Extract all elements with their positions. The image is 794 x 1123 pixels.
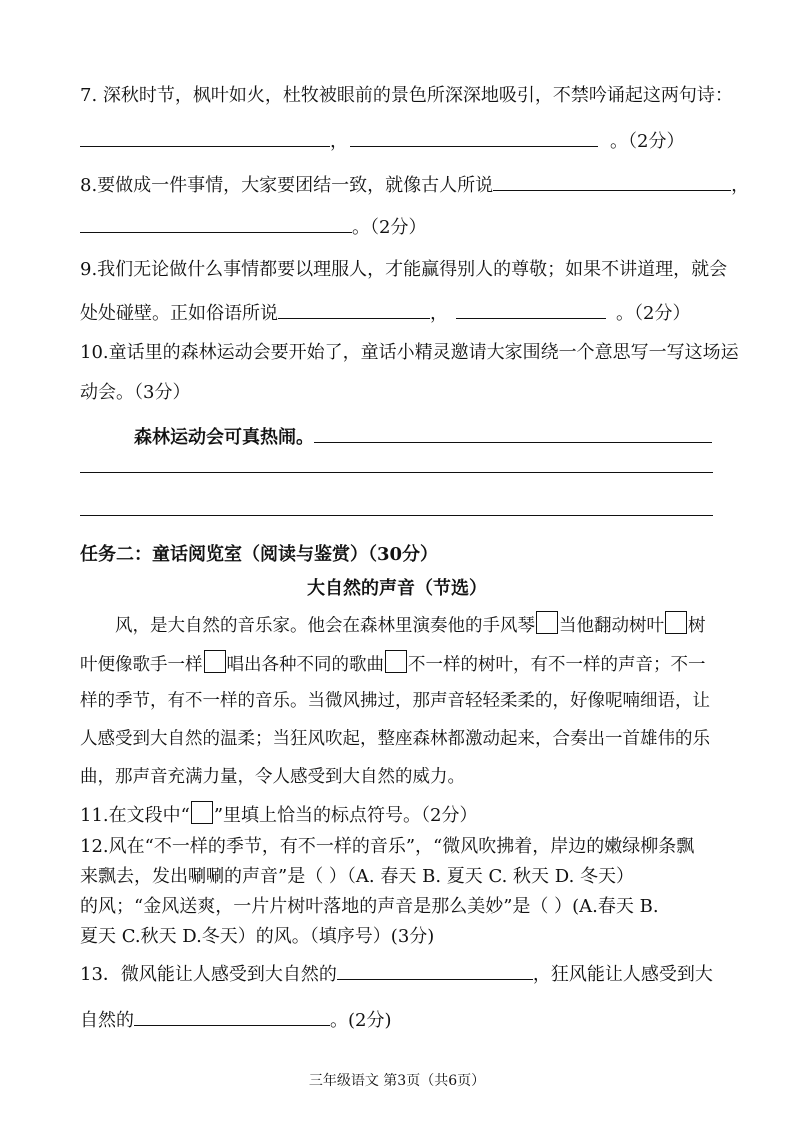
- question-12-line-4: [80, 925, 434, 949]
- question-13-text: 13．微风能让人感受到大自然的: [80, 964, 337, 985]
- passage-text: 唱出各种不同的歌曲: [226, 655, 384, 675]
- answer-blank[interactable]: [278, 300, 430, 319]
- question-9-text: 9.我们无论做什么事情都要以理服人，才能赢得别人的尊敬；如果不讲道理，就会: [80, 259, 728, 280]
- writing-line[interactable]: [80, 515, 713, 516]
- question-13-text: ，狂风能让人感受到大: [532, 964, 713, 985]
- question-10-text-2: [80, 381, 190, 405]
- passage-text: 风，是大自然的音乐家。他会在森林里演奏他的手风琴: [115, 616, 535, 636]
- passage-text: 人感受到大自然的温柔；当狂风吹起，整座森林都激动起来，合奏出一首雄伟的乐: [80, 729, 710, 749]
- question-10-score: 动会。（3分）: [80, 382, 191, 403]
- question-9-text-2: 处处碰壁。正如俗语所说: [80, 303, 278, 324]
- question-12-text: 来飘去，发出唰唰的声音”是（ ）（A. 春天 B. 夏天 C. 秋天 D. 冬天）: [80, 866, 635, 887]
- answer-blank[interactable]: [134, 1007, 330, 1026]
- answer-blank[interactable]: [493, 172, 731, 191]
- punctuation-box[interactable]: [536, 611, 558, 634]
- question-8-text: 8.要做成一件事情，大家要团结一致，就像古人所说: [80, 175, 494, 196]
- passage-text: 当他翻动树叶: [559, 616, 664, 636]
- writing-line[interactable]: [80, 472, 713, 473]
- passage-line-4: [80, 727, 710, 751]
- passage-text: 曲，那声音充满力量，令人感受到大自然的威力。: [80, 767, 465, 787]
- answer-blank[interactable]: [80, 128, 330, 147]
- score-note: 。（2分）: [616, 303, 691, 324]
- passage-line-5: [80, 765, 465, 789]
- starter-sentence: 森林运动会可真热闹。: [134, 427, 314, 448]
- question-7: [80, 84, 733, 108]
- question-8-answer: [80, 214, 426, 240]
- question-12-text: 的风；“金风送爽，一片片树叶落地的声音是那么美妙”是（ ）(A.春天 B.: [80, 896, 659, 917]
- task-2-heading: [80, 543, 438, 567]
- question-11-text: ”里填上恰当的标点符号。（2分）: [213, 805, 478, 826]
- question-10-starter-line: [134, 424, 712, 450]
- question-10: [80, 341, 739, 365]
- question-13-text: 自然的: [80, 1010, 134, 1031]
- question-13-line-2: [80, 1007, 392, 1033]
- question-13: [80, 961, 713, 987]
- passage-line-3: [80, 689, 710, 713]
- passage-line-2: [80, 650, 706, 677]
- passage-text: 树: [688, 616, 706, 636]
- separator: ，: [430, 303, 448, 324]
- question-7-text: 7. 深秋时节，枫叶如火，杜牧被眼前的景色所深深地吸引，不禁吟诵起这两句诗：: [80, 85, 733, 106]
- score-note: 。（2分）: [352, 217, 427, 238]
- answer-blank[interactable]: [80, 214, 352, 233]
- question-12-line-2: [80, 865, 634, 889]
- punctuation-box[interactable]: [385, 650, 407, 673]
- question-9-answer: [80, 300, 690, 326]
- question-10-text: 10.童话里的森林运动会要开始了，童话小精灵邀请大家围绕一个意思写一写这场运: [80, 342, 739, 363]
- question-7-answer: [80, 128, 684, 154]
- answer-blank[interactable]: [314, 424, 712, 443]
- passage-title-text: 大自然的声音（节选）: [307, 578, 487, 599]
- separator: ，: [731, 175, 750, 196]
- passage-text: 叶便像歌手一样: [80, 655, 203, 675]
- passage-line-1: [115, 611, 706, 638]
- punctuation-box-sample: [191, 801, 213, 824]
- question-8: [80, 172, 749, 198]
- punctuation-box[interactable]: [665, 611, 687, 634]
- question-9: [80, 258, 727, 282]
- answer-blank[interactable]: [350, 128, 598, 147]
- separator: ，: [330, 131, 348, 152]
- answer-blank[interactable]: [337, 961, 533, 980]
- question-11: [80, 801, 477, 828]
- question-12-line-1: [80, 835, 694, 859]
- page-footer: [0, 1070, 794, 1090]
- question-11-text: 11.在文段中“: [80, 805, 190, 826]
- passage-text: 不一样的树叶，有不一样的声音；不一: [408, 655, 706, 675]
- question-12-text: 夏天 C.秋天 D.冬天）的风。（填序号）(3分): [80, 926, 435, 947]
- score-note: 。（2分）: [610, 131, 685, 152]
- answer-blank[interactable]: [456, 300, 606, 319]
- task-2-heading-text: 任务二：童话阅览室（阅读与鉴赏）（30分）: [80, 544, 439, 565]
- passage-title: [0, 577, 794, 601]
- question-12-text: 12.风在“不一样的季节，有不一样的音乐”，“微风吹拂着，岸边的嫩绿柳条飘: [80, 836, 695, 857]
- passage-text: 样的季节，有不一样的音乐。当微风拂过，那声音轻轻柔柔的，好像呢喃细语，让: [80, 691, 710, 711]
- punctuation-box[interactable]: [204, 650, 226, 673]
- page-number: 三年级语文 第3页（共6页）: [308, 1073, 486, 1089]
- question-12-line-3: [80, 895, 659, 919]
- score-note: 。(2分): [330, 1010, 392, 1031]
